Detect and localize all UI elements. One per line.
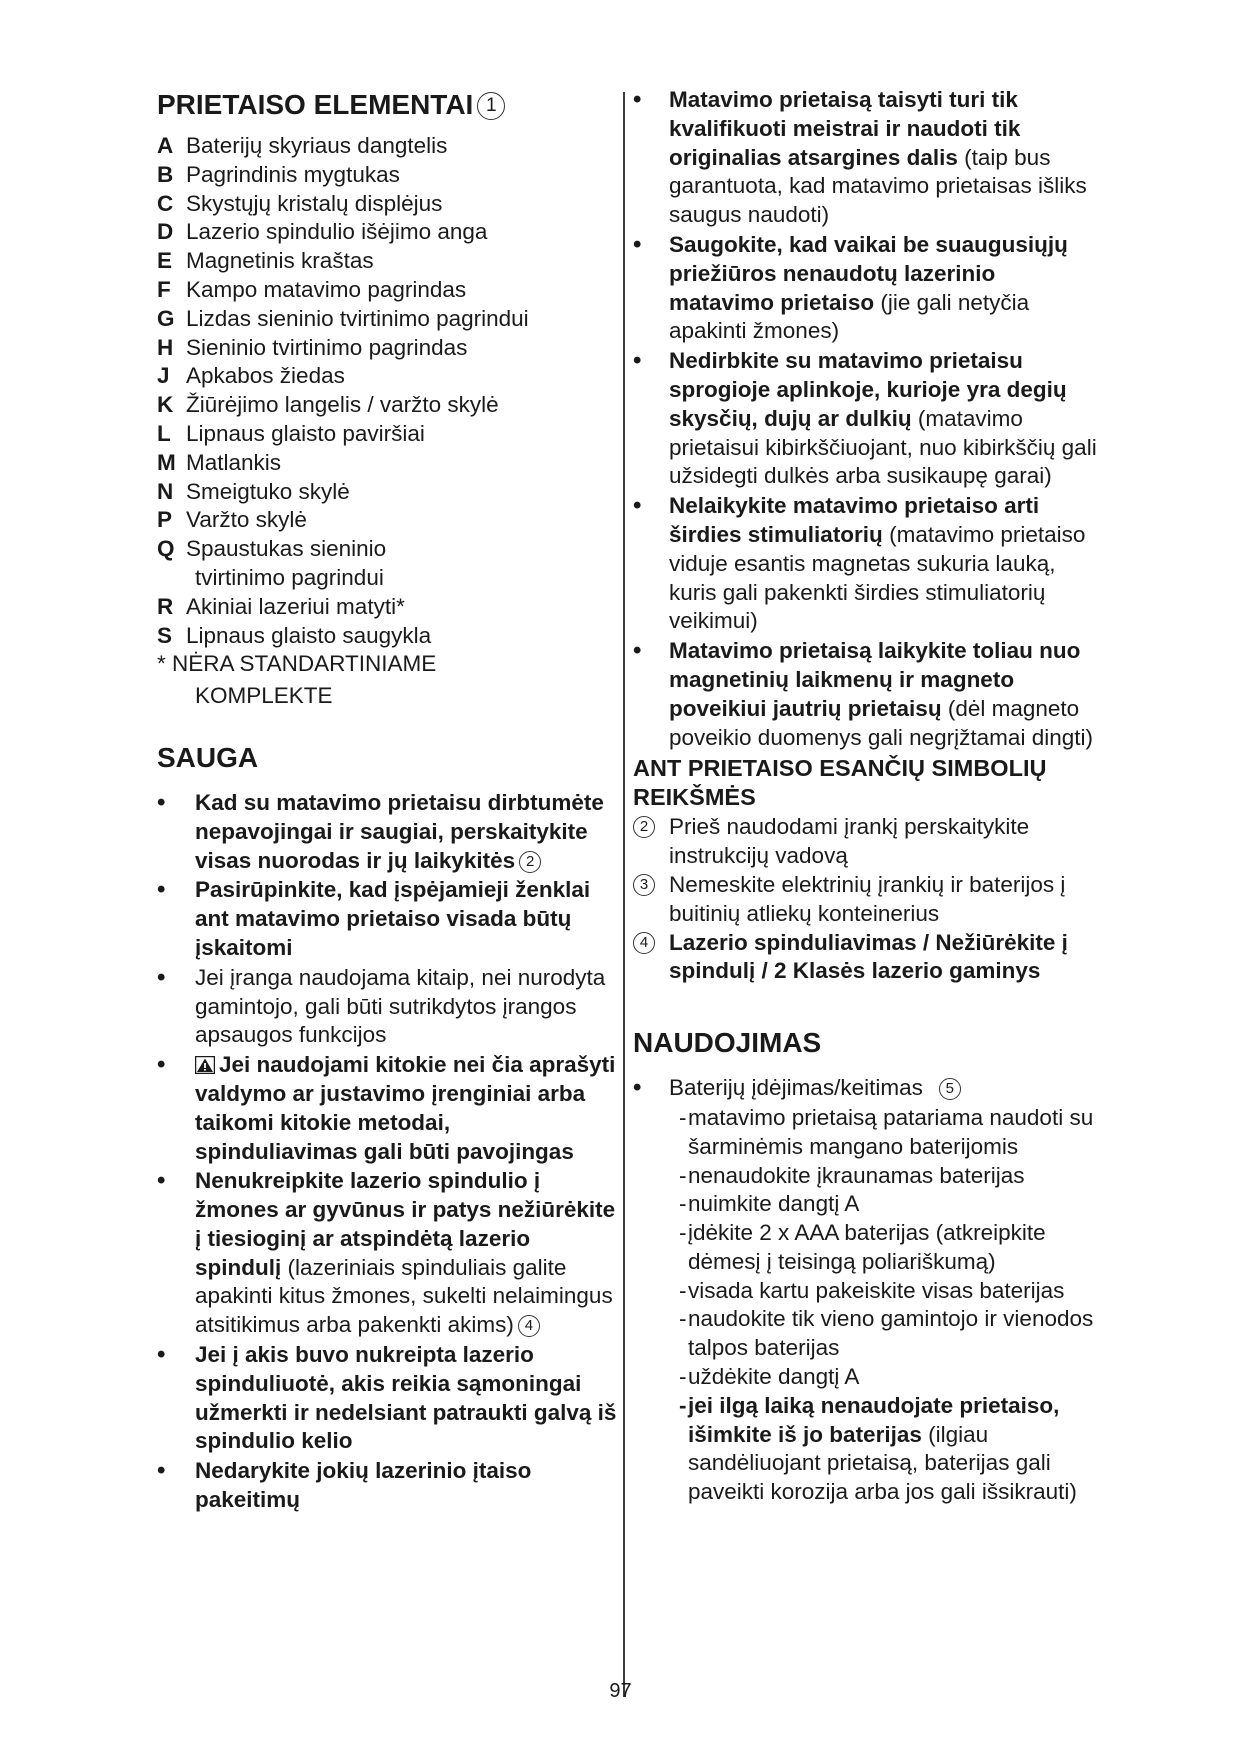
part-item: E Magnetinis kraštas (157, 248, 374, 274)
safety-item: • Nedirbkite su matavimo prietaisu sprogioje aplinkoje, kurioje yra degių skysčių, dujų ar dulkių (matavimo prietaisui kibirkščiuojant, nuo kibirkščių gali užsidegti dulkės arba susikaupę garai) (633, 347, 1103, 491)
safety-item: • Kad su matavimo prietaisu dirbtumėte nepavojingai ir saugiai, perskaitykite visas nuorodas ir jų laikykitės 2 (157, 789, 617, 875)
battery-step: - nenaudokite įkraunamas baterijas (679, 1162, 1025, 1188)
safety-section-title: SAUGA (157, 741, 259, 773)
part-item: F Kampo matavimo pagrindas (157, 276, 467, 302)
part-item: S Lipnaus glaisto saugykla (157, 622, 432, 648)
parts-note: * NĖRA STANDARTINIAME KOMPLEKTE (157, 651, 437, 709)
safety-list-continued (633, 86, 1103, 752)
part-item: Q Spaustukas sieninio tvirtinimo pagrindui (157, 536, 387, 590)
symbol-item: 2 Prieš naudodami įrankį perskaitykite instrukcijų vadovą (633, 813, 1103, 871)
safety-item: • Saugokite, kad vaikai be suaugusiųjų priežiūros nenaudotų lazerinio matavimo prietaiso (jie gali netyčia apakinti žmones) (633, 231, 1103, 346)
battery-step: - visada kartu pakeiskite visas baterijas (679, 1277, 1065, 1303)
part-item: L Lipnaus glaisto paviršiai (157, 420, 425, 446)
part-item: P Varžto skylė (157, 507, 307, 533)
part-item: J Apkabos žiedas (157, 363, 345, 389)
safety-item: • Pasirūpinkite, kad įspėjamieji ženklai ant matavimo prietaiso visada būtų įskaitomi (157, 876, 617, 962)
safety-item: • Nelaikykite matavimo prietaiso arti širdies stimuliatorių (matavimo prietaiso viduje esantis magnetas sukuria lauką, kuris gali pakenkti širdies stimuliatorių veikimui) (633, 492, 1103, 636)
parts-list (157, 132, 617, 711)
safety-item: • Jei įranga naudojama kitaip, nei nurodyta gamintojo, gali būti sutrikdytos įrangos apsaugos funkcijos (157, 964, 617, 1050)
battery-heading: • Baterijų įdėjimas/keitimas 5 (633, 1074, 1103, 1103)
figure-ref-badge: 2 (519, 851, 541, 873)
part-item: A Baterijų skyriaus dangtelis (157, 133, 448, 158)
page-number: 97 (609, 1680, 632, 1702)
figure-ref-badge: 3 (633, 874, 655, 896)
usage-list (633, 1074, 1103, 1103)
safety-item: • Matavimo prietaisą laikykite toliau nuo magnetinių laikmenų ir magneto poveikiui jautrių prietaisų (dėl magneto poveikio duomenys gali negrįžtamai dingti) (633, 637, 1103, 752)
parts-section-title: PRIETAISO ELEMENTAI 1 (157, 88, 617, 122)
part-item: M Matlankis (157, 449, 282, 475)
part-item: D Lazerio spindulio išėjimo anga (157, 219, 488, 245)
part-item: B Pagrindinis mygtukas (157, 161, 400, 187)
warning-icon (195, 1056, 215, 1074)
part-item: C Skystųjų kristalų displėjus (157, 190, 443, 216)
battery-step: - įdėkite 2 x AAA baterijas (atkreipkite dėmesį į teisingą poliariškumą) (679, 1220, 1046, 1274)
figure-ref-badge: 1 (477, 92, 505, 120)
battery-step: - nuimkite dangtį A (679, 1191, 860, 1217)
left-column (157, 88, 617, 1516)
part-item: G Lizdas sieninio tvirtinimo pagrindui (157, 305, 529, 331)
symbol-item: 4 Lazerio spinduliavimas / Nežiūrėkite į spindulį / 2 Klasės lazerio gaminys (633, 929, 1103, 987)
battery-step: - naudokite tik vieno gamintojo ir vienodos talpos baterijas (679, 1306, 1094, 1361)
part-item: R Akiniai lazeriui matyti* (157, 593, 405, 619)
figure-ref-badge: 4 (633, 932, 655, 954)
usage-section-title: NAUDOJIMAS (633, 1027, 822, 1059)
symbol-item: 3 Nemeskite elektrinių įrankių ir baterijos į buitinių atliekų konteinerius (633, 871, 1103, 929)
safety-item: • Nenukreipkite lazerio spindulio į žmones ar gyvūnus ir patys nežiūrėkite į tiesioginį ar atspindėtą lazerio spindulį (lazeriniais spinduliais galite apakinti kitus žmones, sukelti nelaimingus atsitikimus arba pakenkti akims) 4 (157, 1167, 617, 1340)
figure-ref-badge: 2 (633, 816, 655, 838)
part-item: N Smeigtuko skylė (157, 478, 350, 504)
safety-item: • Jei į akis buvo nukreipta lazerio spinduliuotė, akis reikia sąmoningai užmerkti ir nedelsiant patraukti galvą iš spindulio kelio (157, 1341, 617, 1456)
safety-list (157, 789, 617, 1515)
figure-ref-badge: 5 (939, 1078, 961, 1100)
part-item: K Žiūrėjimo langelis / varžto skylė (157, 392, 499, 418)
symbols-section-title: ANT PRIETAISO ESANČIŲ SIMBOLIŲ REIKŠMĖS (633, 755, 1047, 810)
right-column (633, 86, 1103, 1507)
safety-item: • Jei naudojami kitokie nei čia aprašyti valdymo ar justavimo įrenginiai arba taikomi kitokie metodai, spinduliavimas gali būti pavojingas (157, 1051, 617, 1166)
figure-ref-badge: 4 (518, 1315, 540, 1337)
battery-steps-list (633, 1104, 1103, 1507)
symbols-list (633, 813, 1103, 986)
column-divider (623, 92, 625, 1697)
safety-item: • Matavimo prietaisą taisyti turi tik kvalifikuoti meistrai ir naudoti tik originalias atsargines dalis (taip bus garantuota, kad matavimo prietaisas išliks saugus naudoti) (633, 86, 1103, 230)
battery-step: - jei ilgą laiką nenaudojate prietaiso, išimkite iš jo baterijas (ilgiau sandėliuojant prietaisą, baterijas gali paveikti korozija arba jos gali išsikrauti) (679, 1392, 1077, 1505)
battery-step: - uždėkite dangtį A (679, 1364, 860, 1390)
battery-step: - matavimo prietaisą patariama naudoti su šarminėmis mangano baterijomis (679, 1104, 1094, 1159)
safety-item: • Nedarykite jokių lazerinio įtaiso pakeitimų (157, 1457, 617, 1515)
part-item: H Sieninio tvirtinimo pagrindas (157, 334, 468, 360)
